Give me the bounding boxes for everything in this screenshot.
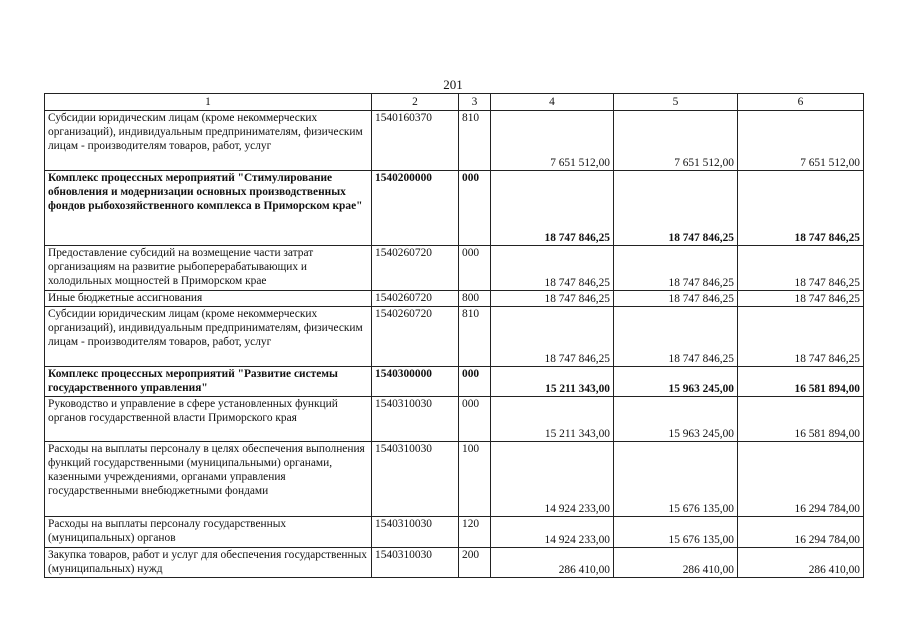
table-row [45,442,864,517]
row-type: 000 [459,397,491,442]
row-value-year1: 18 747 846,25 [491,291,614,307]
row-value-year3: 16 581 894,00 [738,367,864,397]
row-value-year1: 286 410,00 [491,548,614,578]
row-value-year1: 18 747 846,25 [491,171,614,246]
row-type: 120 [459,517,491,548]
row-name: Субсидии юридическим лицам (кроме некоммерческих организаций), индивидуальным предпринимателям, физическим лицам - производителям товаров, работ, услуг [45,307,372,367]
row-value-year2: 15 963 245,00 [614,397,738,442]
row-code: 1540160370 [372,111,459,171]
row-value-year3: 286 410,00 [738,548,864,578]
row-code: 1540310030 [372,442,459,517]
row-value-year2: 286 410,00 [614,548,738,578]
row-value-year3: 16 294 784,00 [738,442,864,517]
row-code: 1540260720 [372,307,459,367]
row-code: 1540260720 [372,246,459,291]
row-value-year2: 15 676 135,00 [614,517,738,548]
row-type: 000 [459,171,491,246]
table-row [45,548,864,578]
table-row [45,397,864,442]
row-type: 100 [459,442,491,517]
row-name: Субсидии юридическим лицам (кроме некоммерческих организаций), индивидуальным предпринимателям, физическим лицам - производителям товаров, работ, услуг [45,111,372,171]
row-value-year2: 15 676 135,00 [614,442,738,517]
row-type: 810 [459,111,491,171]
column-header: 3 [459,94,491,111]
table-row [45,517,864,548]
row-value-year3: 16 294 784,00 [738,517,864,548]
table-row [45,307,864,367]
row-value-year3: 18 747 846,25 [738,246,864,291]
row-value-year3: 18 747 846,25 [738,307,864,367]
row-value-year1: 7 651 512,00 [491,111,614,171]
row-value-year1: 15 211 343,00 [491,367,614,397]
row-name: Расходы на выплаты персоналу в целях обеспечения выполнения функций государственными (муниципальными) органами, казенными учреждениями, органами управления государственными внебюджетными фондами [45,442,372,517]
row-name: Комплекс процессных мероприятий "Стимулирование обновления и модернизации основных производственных фондов рыбохозяйственного комплекса в Приморском крае" [45,171,372,246]
row-code: 1540200000 [372,171,459,246]
column-header: 5 [614,94,738,111]
row-name: Комплекс процессных мероприятий "Развитие системы государственного управления" [45,367,372,397]
page-number: 201 [443,77,463,92]
table-row [45,246,864,291]
row-value-year2: 18 747 846,25 [614,246,738,291]
row-value-year1: 18 747 846,25 [491,307,614,367]
row-type: 810 [459,307,491,367]
row-name: Иные бюджетные ассигнования [45,291,372,307]
row-code: 1540300000 [372,367,459,397]
row-code: 1540260720 [372,291,459,307]
row-code: 1540310030 [372,548,459,578]
row-name: Закупка товаров, работ и услуг для обеспечения государственных (муниципальных) нужд [45,548,372,578]
row-type: 000 [459,367,491,397]
row-value-year3: 16 581 894,00 [738,397,864,442]
row-value-year1: 18 747 846,25 [491,246,614,291]
row-code: 1540310030 [372,397,459,442]
row-value-year2: 7 651 512,00 [614,111,738,171]
column-header: 2 [372,94,459,111]
row-type: 000 [459,246,491,291]
row-value-year2: 18 747 846,25 [614,291,738,307]
row-value-year1: 15 211 343,00 [491,397,614,442]
column-header: 1 [45,94,372,111]
row-value-year3: 18 747 846,25 [738,291,864,307]
table-row [45,171,864,246]
row-name: Предоставление субсидий на возмещение части затрат организациям на развитие рыбоперерабатывающих и холодильных мощностей в Приморском крае [45,246,372,291]
row-value-year2: 18 747 846,25 [614,307,738,367]
row-value-year1: 14 924 233,00 [491,442,614,517]
row-value-year1: 14 924 233,00 [491,517,614,548]
row-name: Расходы на выплаты персоналу государственных (муниципальных) органов [45,517,372,548]
table-row [45,291,864,307]
table-row [45,367,864,397]
row-type: 200 [459,548,491,578]
row-value-year2: 18 747 846,25 [614,171,738,246]
budget-table [44,93,864,578]
table-header-row [45,94,864,111]
column-header: 4 [491,94,614,111]
row-value-year2: 15 963 245,00 [614,367,738,397]
column-header: 6 [738,94,864,111]
row-value-year3: 18 747 846,25 [738,171,864,246]
table-row [45,111,864,171]
row-code: 1540310030 [372,517,459,548]
row-type: 800 [459,291,491,307]
row-name: Руководство и управление в сфере установленных функций органов государственной власти Приморского края [45,397,372,442]
row-value-year3: 7 651 512,00 [738,111,864,171]
